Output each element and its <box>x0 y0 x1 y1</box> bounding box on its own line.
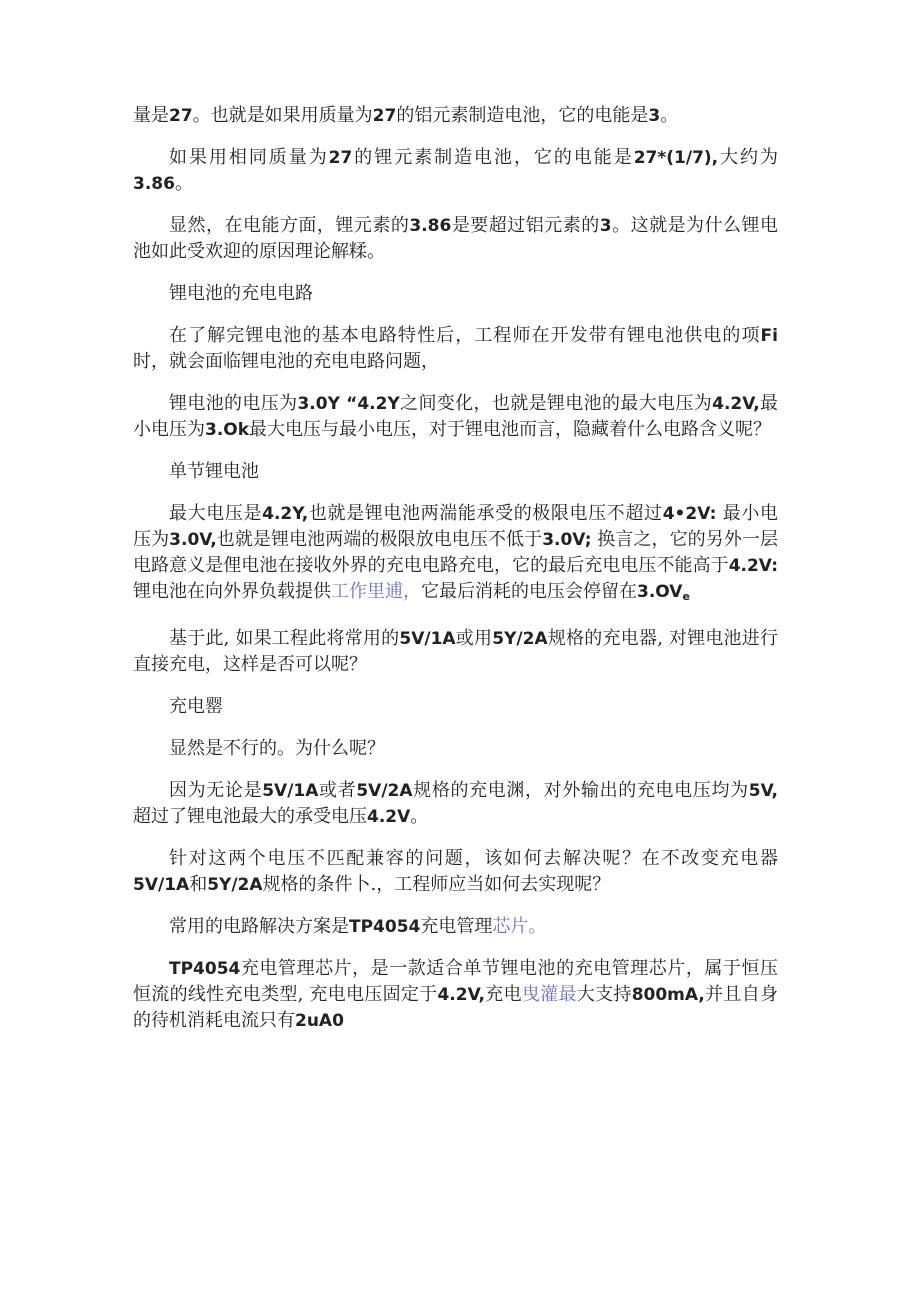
hyperlink-text: 芯片。 <box>492 916 547 937</box>
hyperlink-text: 工作里逋， <box>331 581 421 602</box>
document-body <box>133 103 778 1050</box>
section-heading-charger: 充电罂 <box>169 696 223 717</box>
paragraph-voltage-limits: 最大电压是4.2Y,也就是锂电池两湍能承受的极限电压不超过4•2V: 最小电压为3.0V,也就是锂电池两端的极限放电电压不低于3.0V; 换言之，它的另外一层电路意义是俚电池在接收外界的充电电路充电，它的最后充电电压不能高于4.2V: 锂电池在向外界负载提供工作里逋，它最后消耗的电压会停留在$3.OV_e$ <box>133 503 778 603</box>
section-heading-single-cell: 单节锂电池 <box>169 461 259 482</box>
paragraph-voltage-range: 锂电池的电压为3.0Y “4.2Y之间变化，也就是锂电池的最大电压为4.2V,最小电压为3.Ok最大电压与最小电压，对于锂电池而言，隐藏着什么电路含义呢？ <box>133 393 779 440</box>
paragraph-charging-problem: 在了解完锂电池的基本电路特性后，工程师在开发带有锂电池供电的项Fi时，就会面临锂电池的充电电路问题， <box>133 325 778 372</box>
paragraph-comparison: 显然，在电能方面，锂元素的3.86是要超过铝元素的3。这就是为什么锂电池如此受欢迎的原因理论解糅。 <box>133 215 779 262</box>
paragraph-common-solution: 常用的电路解决方案是TP4054充电管理芯片。 <box>169 916 547 937</box>
paragraph-aluminum-energy: 量是27。也就是如果用质量为27的铝元素制造电池，它的电能是3。 <box>133 105 679 126</box>
paragraph-tp4054-description: TP4054充电管理芯片，是一款适合单节锂电池的充电管理芯片，属于恒压恒流的线性充电类型, 充电电压固定于4.2V,充电曳灌最大支持800mA,并且自身的待机消耗电流只有2uA0 <box>133 958 779 1031</box>
paragraph-lithium-energy: 如果用相同质量为27的锂元素制造电池，它的电能是27*(1/7),大约为3.86。 <box>133 147 779 194</box>
paragraph-answer-no: 显然是不行的。为什么呢？ <box>169 738 385 759</box>
paragraph-reason: 因为无论是5V/1A或者5V/2A规格的充电渊，对外输出的充电电压均为5V,超过了锂电池最大的承受电压4.2V。 <box>133 780 779 827</box>
paragraph-solution-question: 针对这两个电压不匹配兼容的问题，该如何去解决呢？在不改变充电器5V/1A和5Y/2A规格的条件卜.，工程师应当如何去实现呢？ <box>133 848 778 895</box>
paragraph-charger-question: 基于此, 如果工程此将常用的5V/1A或用5Y/2A规格的充电器, 对锂电池进行直接充电，这样是否可以呢？ <box>133 628 778 675</box>
section-heading-charging-circuit: 锂电池的充电电路 <box>169 283 313 304</box>
hyperlink-text: 曳灌最 <box>521 984 577 1005</box>
